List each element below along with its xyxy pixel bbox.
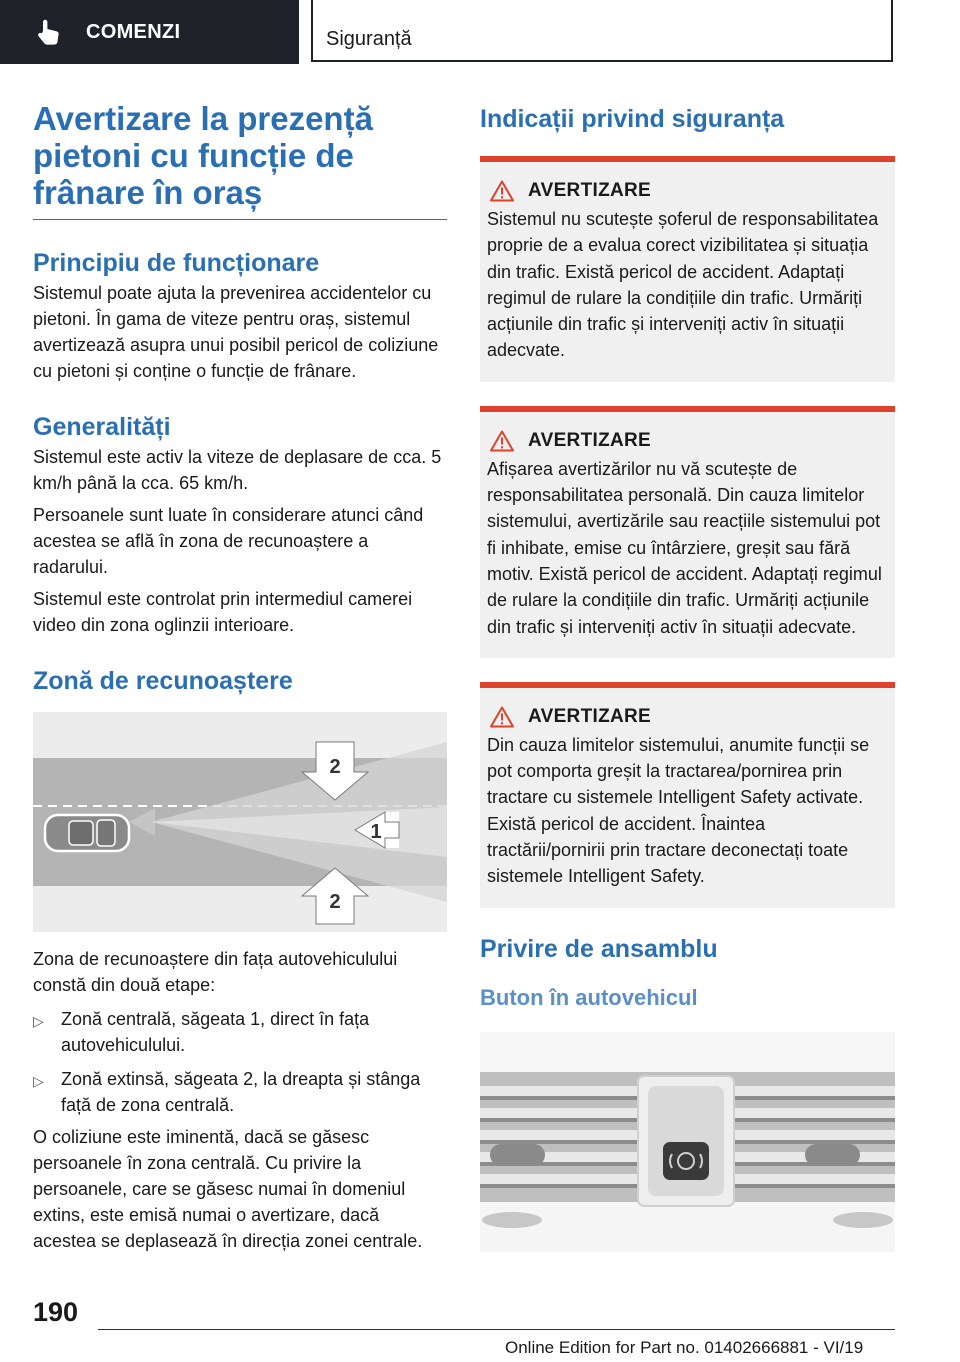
triangle-bullet-icon: ▷ bbox=[33, 1073, 44, 1089]
warning-triangle-icon bbox=[490, 706, 514, 728]
list-item bbox=[33, 1066, 447, 1118]
principle-heading: Principiu de funcționare bbox=[33, 249, 320, 277]
arrow-2-bottom-label: 2 bbox=[329, 891, 341, 913]
car-icon bbox=[45, 815, 129, 851]
general-paragraph-3: Sistemul este controlat prin intermediul camerei video din zona oglinzii interioare. bbox=[33, 589, 413, 635]
page-number: 190 bbox=[33, 1297, 79, 1327]
list-item-text: Zonă centrală, săgeata 1, direct în fața autovehiculului. bbox=[61, 1009, 370, 1055]
list-item-text: Zonă extinsă, săgeata 2, la dreapta și stânga față de zona centrală. bbox=[61, 1069, 421, 1115]
warning-box bbox=[480, 682, 895, 908]
arrow-1-center-label: 1 bbox=[370, 821, 382, 843]
list-item bbox=[33, 1006, 447, 1058]
page-title: Avertizare la prezență pietoni cu funcție de frânare în oraș bbox=[33, 100, 447, 220]
zone-heading: Zonă de recunoaștere bbox=[33, 667, 293, 695]
vehicle-button-photo bbox=[480, 1032, 895, 1252]
zone-caption: Zona de recunoaștere din fața autovehiculului constă din două etape: bbox=[33, 949, 398, 995]
chapter-tab-label: COMENZI bbox=[86, 20, 181, 43]
warning-label: AVERTIZARE bbox=[528, 705, 651, 727]
page-header bbox=[0, 0, 960, 66]
warning-text: Afișarea avertizărilor nu vă scutește de responsabilitatea personală. Din cauza limitelor sistemului, avertizările sau reacțiile sistemului pot fi inhibate, emise cu întârziere, greșit sau fără motiv. Există pericol de accident. Adaptați regimul de rulare la condițiile din trafic. Urmăriți acțiunile din trafic și interveniți activ în situații adecvate. bbox=[487, 458, 882, 637]
warning-triangle-icon bbox=[490, 430, 514, 452]
button-heading: Buton în autovehicul bbox=[480, 984, 698, 1010]
warning-label: AVERTIZARE bbox=[528, 180, 651, 201]
overview-heading: Privire de ansamblu bbox=[480, 934, 718, 963]
safety-heading: Indicații privind siguranța bbox=[480, 105, 785, 133]
warning-text: Sistemul nu scutește șoferul de responsabilitatea proprie de a evalua corect vizibilitatea și situația din trafic. Există pericol de accident. Adaptați regimul de rulare la condițiile din trafic. Urmăriți acțiunile din trafic și interveniți activ în situații adecvate. bbox=[487, 209, 879, 361]
right-column bbox=[480, 100, 895, 1252]
general-heading: Generalități bbox=[33, 413, 171, 441]
warning-box bbox=[480, 406, 895, 658]
footer-divider bbox=[98, 1329, 895, 1330]
principle-text: Sistemul poate ajuta la prevenirea accidentelor cu pietoni. În gama de viteze pentru oraș, sistemul avertizează asupra unui posibil pericol de coliziune cu pietoni și conține o funcție de frânare. bbox=[33, 283, 439, 381]
general-paragraph-1: Sistemul este activ la viteze de deplasare de cca. 5 km/h până la cca. 65 km/h. bbox=[33, 447, 442, 493]
general-paragraph-2: Persoanele sunt luate în considerare atunci când acestea se află în zona de recunoaștere a radarului. bbox=[33, 505, 424, 577]
edition-footer: Online Edition for Part no. 01402666881 - VI/19 bbox=[505, 1338, 864, 1357]
arrow-2-top-label: 2 bbox=[329, 756, 341, 778]
section-tab bbox=[311, 0, 893, 62]
left-column bbox=[33, 100, 447, 1254]
warning-text: Din cauza limitelor sistemului, anumite funcții se pot comporta greșit la tractarea/pornirea prin tractare cu sistemele Intelligent Safety activate. Există pericol de accident. Înaintea tractării/pornirii prin tractare deconectați toate sistemele Intelligent Safety. bbox=[487, 734, 870, 887]
zone-closing-text: O coliziune este iminentă, dacă se găsesc persoanele în zona centrală. Cu privire la persoanele, care se găsesc numai în domeniul extins, este emisă numai o avertizare, dacă acestea se deplasează în direcția zonei centrale. bbox=[33, 1127, 423, 1251]
warning-triangle-icon bbox=[490, 180, 514, 202]
warning-box bbox=[480, 156, 895, 382]
warning-label: AVERTIZARE bbox=[528, 429, 651, 451]
triangle-bullet-icon: ▷ bbox=[33, 1013, 44, 1029]
section-label: Siguranță bbox=[326, 28, 412, 50]
hand-pointer-icon bbox=[34, 17, 64, 47]
chapter-tab[interactable] bbox=[0, 0, 299, 64]
detection-zone-diagram bbox=[33, 712, 447, 932]
